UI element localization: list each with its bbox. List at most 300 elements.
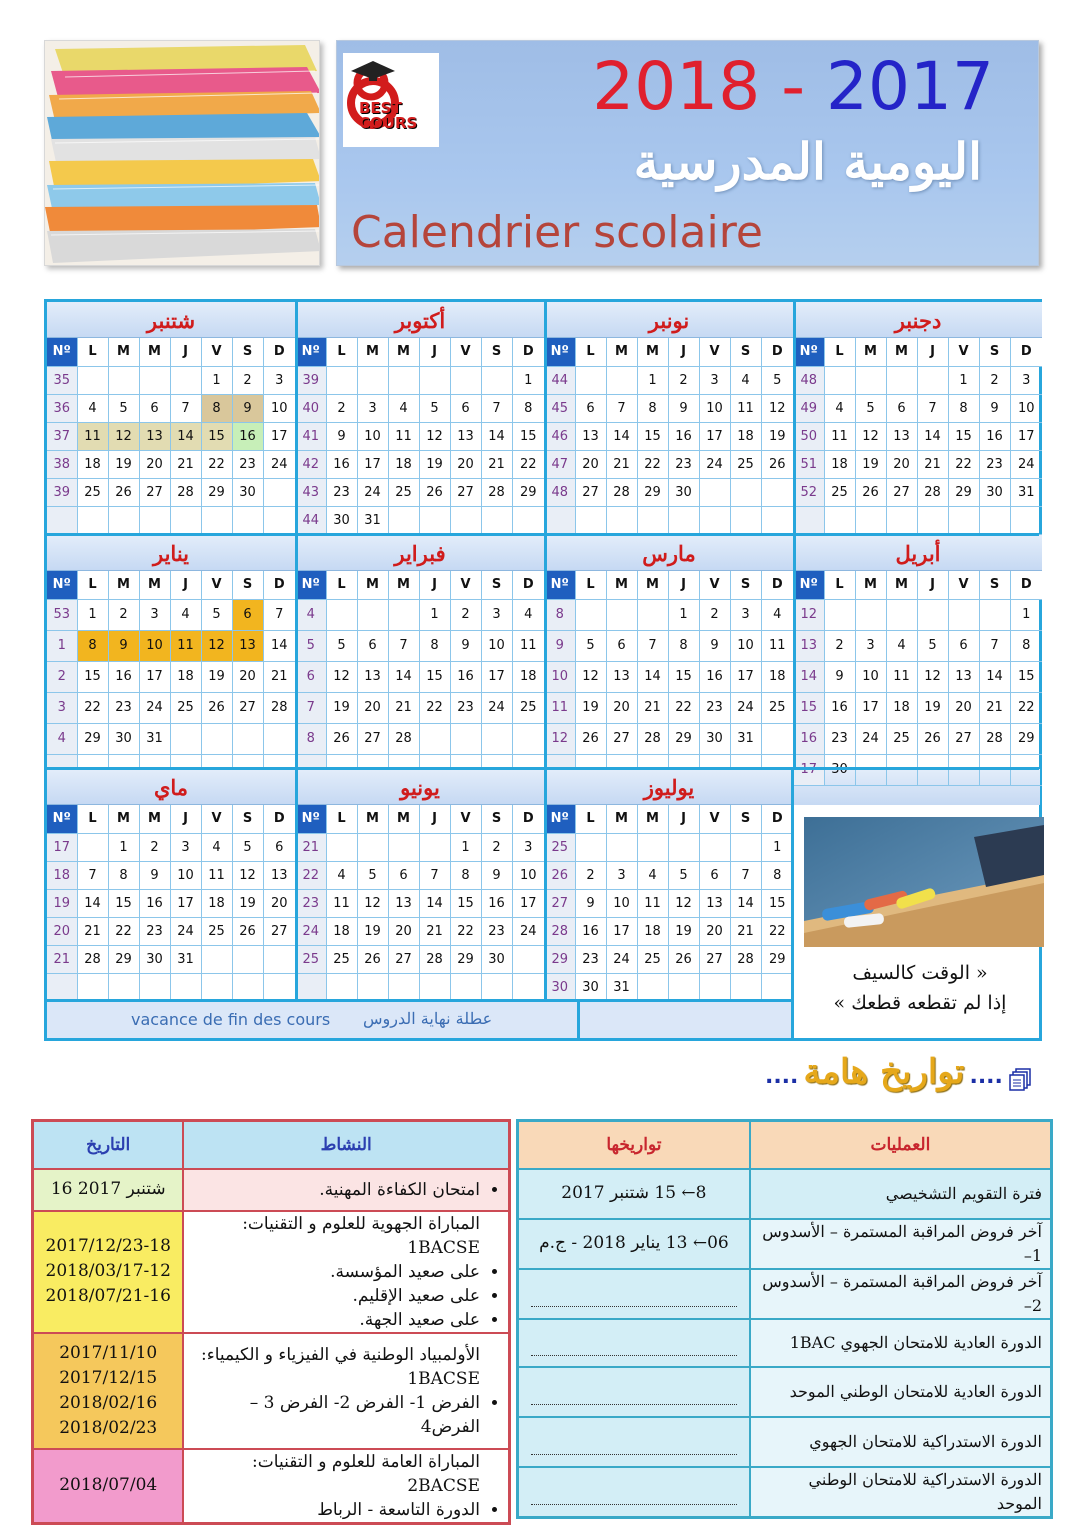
day-cell <box>419 833 450 861</box>
activity-date: 2018/02/23 <box>59 1417 158 1438</box>
day-cell <box>201 723 232 754</box>
important-dates-heading: تواريخ هامة <box>803 1052 965 1092</box>
day-cell <box>730 833 761 861</box>
day-cell: 9 <box>824 661 855 692</box>
day-cell: 11 <box>886 661 917 692</box>
day-cell: 21 <box>606 450 637 478</box>
day-cell: 29 <box>637 478 668 506</box>
day-cell: 18 <box>201 889 232 917</box>
operations-column-header: العمليات <box>750 1121 1052 1169</box>
day-cell: 14 <box>170 422 201 450</box>
title-french: Calendrier scolaire <box>351 207 763 258</box>
day-cell: 13 <box>232 630 263 661</box>
day-cell <box>419 973 450 1001</box>
day-cell <box>699 973 730 1001</box>
day-cell: 26 <box>108 478 139 506</box>
day-cell: 24 <box>730 692 761 723</box>
day-cell: 6 <box>948 630 979 661</box>
day-cell <box>263 723 295 754</box>
day-cell: 15 <box>201 422 232 450</box>
operation-date <box>518 1319 750 1367</box>
week-row <box>47 889 295 917</box>
day-header: M <box>108 571 139 599</box>
day-header: S <box>232 805 263 833</box>
day-cell <box>855 366 886 394</box>
day-header: M <box>855 338 886 366</box>
week-number: 8 <box>296 723 326 754</box>
day-cell: 2 <box>139 833 170 861</box>
day-cell: 24 <box>357 478 388 506</box>
week-row <box>296 478 544 506</box>
day-cell: 18 <box>824 450 855 478</box>
day-cell: 29 <box>948 478 979 506</box>
day-cell: 7 <box>77 861 108 889</box>
day-cell: 18 <box>388 450 419 478</box>
activities-table <box>31 1119 511 1525</box>
day-cell: 9 <box>232 394 263 422</box>
day-header: M <box>139 571 170 599</box>
day-cell: 6 <box>263 833 295 861</box>
day-header: J <box>917 338 948 366</box>
day-cell: 3 <box>170 833 201 861</box>
day-cell: 5 <box>668 861 699 889</box>
week-row <box>296 450 544 478</box>
day-cell: 7 <box>730 861 761 889</box>
day-header: L <box>575 805 606 833</box>
day-cell <box>948 599 979 630</box>
day-cell: 12 <box>419 422 450 450</box>
day-cell: 25 <box>730 450 761 478</box>
day-cell: 7 <box>419 861 450 889</box>
day-cell <box>637 506 668 534</box>
day-cell <box>606 506 637 534</box>
row-divider <box>47 767 1039 770</box>
day-cell: 27 <box>575 478 606 506</box>
day-header: M <box>886 338 917 366</box>
operation-name: الدورة الاستدراكية للامتحان الجهوي <box>750 1417 1052 1467</box>
day-cell: 13 <box>886 422 917 450</box>
day-cell <box>450 366 481 394</box>
day-header: L <box>77 338 108 366</box>
week-row <box>545 833 793 861</box>
day-header: V <box>948 338 979 366</box>
day-cell <box>201 973 232 1001</box>
day-cell: 6 <box>886 394 917 422</box>
day-cell <box>761 506 793 534</box>
day-cell: 5 <box>232 833 263 861</box>
month-block <box>794 535 1042 786</box>
title-dots-left: .... <box>764 1064 799 1089</box>
day-cell: 27 <box>450 478 481 506</box>
day-cell: 29 <box>450 945 481 973</box>
day-cell: 26 <box>855 478 886 506</box>
day-cell <box>232 506 263 534</box>
day-header: J <box>170 805 201 833</box>
day-cell: 24 <box>139 692 170 723</box>
day-header: J <box>419 338 450 366</box>
week-number: 1 <box>47 630 77 661</box>
week-row <box>794 506 1042 534</box>
day-cell <box>512 945 544 973</box>
activity-row <box>33 1169 510 1211</box>
day-cell: 9 <box>699 630 730 661</box>
day-cell: 18 <box>637 917 668 945</box>
day-cell <box>263 973 295 1001</box>
week-row <box>296 661 544 692</box>
day-cell: 16 <box>699 661 730 692</box>
day-cell <box>326 833 357 861</box>
day-cell: 22 <box>77 692 108 723</box>
week-number: 26 <box>545 861 575 889</box>
day-cell: 6 <box>606 630 637 661</box>
week-row <box>545 692 793 723</box>
day-cell: 25 <box>886 723 917 754</box>
day-cell: 9 <box>139 861 170 889</box>
day-header: D <box>263 805 295 833</box>
week-number: 18 <box>47 861 77 889</box>
day-cell <box>108 506 139 534</box>
operations-header-row <box>518 1121 1052 1169</box>
day-cell <box>77 973 108 1001</box>
week-row <box>296 945 544 973</box>
day-cell: 11 <box>730 394 761 422</box>
day-cell: 20 <box>606 692 637 723</box>
month-table <box>47 571 295 786</box>
day-cell: 24 <box>263 450 295 478</box>
month-name: فبراير <box>296 535 544 571</box>
week-number: 4 <box>47 723 77 754</box>
day-cell: 28 <box>263 692 295 723</box>
day-cell: 29 <box>1010 723 1042 754</box>
month-table <box>794 571 1042 786</box>
month-block <box>545 535 793 786</box>
day-cell: 19 <box>108 450 139 478</box>
day-header-row <box>794 571 1042 599</box>
day-cell: 21 <box>917 450 948 478</box>
day-cell: 27 <box>139 478 170 506</box>
week-row <box>47 661 295 692</box>
day-cell <box>730 973 761 1001</box>
day-header-row <box>545 338 793 366</box>
day-cell <box>699 833 730 861</box>
day-cell: 1 <box>948 366 979 394</box>
week-row <box>47 973 295 1001</box>
month-table <box>47 805 295 1002</box>
day-cell: 17 <box>139 661 170 692</box>
day-cell: 3 <box>139 599 170 630</box>
day-cell <box>512 973 544 1001</box>
logo-text <box>359 101 417 131</box>
day-cell: 19 <box>326 692 357 723</box>
week-row <box>545 506 793 534</box>
month-table <box>545 571 793 786</box>
day-cell: 7 <box>979 630 1010 661</box>
legend-arabic: عطلة نهاية الدروس <box>363 1009 493 1028</box>
day-cell: 19 <box>668 917 699 945</box>
operations-table <box>516 1119 1053 1519</box>
day-cell <box>357 599 388 630</box>
day-cell: 20 <box>139 450 170 478</box>
activity-date: 2017/12/15 <box>59 1367 158 1388</box>
day-cell: 10 <box>512 861 544 889</box>
week-row <box>296 630 544 661</box>
day-cell: 26 <box>668 945 699 973</box>
quote <box>804 958 1036 1028</box>
activity-column-header: النشاط <box>183 1121 509 1169</box>
day-cell <box>917 506 948 534</box>
week-number: 50 <box>794 422 824 450</box>
operation-date: 06← 13 يناير 2018 - ج.م <box>518 1219 750 1269</box>
week-number: 38 <box>47 450 77 478</box>
day-cell: 2 <box>575 861 606 889</box>
week-row <box>47 394 295 422</box>
day-cell: 18 <box>730 422 761 450</box>
day-cell: 23 <box>450 692 481 723</box>
day-cell: 7 <box>481 394 512 422</box>
month-block <box>794 302 1042 535</box>
day-cell <box>201 506 232 534</box>
month-block <box>296 302 544 535</box>
operation-row <box>518 1367 1052 1417</box>
day-header: S <box>730 338 761 366</box>
week-row <box>296 833 544 861</box>
week-row <box>47 833 295 861</box>
day-cell: 20 <box>388 917 419 945</box>
day-cell: 11 <box>388 422 419 450</box>
day-cell: 25 <box>201 917 232 945</box>
week-row <box>545 945 793 973</box>
month-name: يناير <box>47 535 295 571</box>
week-number <box>296 973 326 1001</box>
week-number: 22 <box>296 861 326 889</box>
week-row <box>794 599 1042 630</box>
day-cell: 31 <box>1010 478 1042 506</box>
day-cell: 27 <box>699 945 730 973</box>
day-cell: 3 <box>606 861 637 889</box>
day-cell: 2 <box>108 599 139 630</box>
day-cell: 5 <box>326 630 357 661</box>
day-cell: 4 <box>730 366 761 394</box>
day-header: V <box>201 571 232 599</box>
day-cell: 21 <box>979 692 1010 723</box>
day-cell: 26 <box>326 723 357 754</box>
day-header: S <box>232 571 263 599</box>
week-number: 44 <box>296 506 326 534</box>
day-cell <box>388 366 419 394</box>
day-cell: 18 <box>77 450 108 478</box>
day-header: M <box>886 571 917 599</box>
day-cell: 30 <box>668 478 699 506</box>
day-cell: 23 <box>139 917 170 945</box>
day-cell <box>77 833 108 861</box>
day-cell: 20 <box>263 889 295 917</box>
day-cell: 8 <box>668 630 699 661</box>
week-number <box>47 506 77 534</box>
day-cell <box>481 506 512 534</box>
activity-dates <box>33 1449 184 1524</box>
activity-dates <box>33 1169 184 1211</box>
day-header: M <box>855 571 886 599</box>
day-cell: 16 <box>575 917 606 945</box>
week-number: 42 <box>296 450 326 478</box>
day-cell: 28 <box>170 478 201 506</box>
day-cell: 30 <box>108 723 139 754</box>
day-cell <box>886 366 917 394</box>
important-dates-title <box>672 1052 1032 1102</box>
week-row <box>47 478 295 506</box>
activity-dates <box>33 1211 184 1333</box>
week-number: 21 <box>296 833 326 861</box>
week-number: 43 <box>296 478 326 506</box>
activity-date: 2018/07/04 <box>59 1475 158 1495</box>
day-cell <box>481 723 512 754</box>
month-divider <box>544 302 547 1001</box>
day-cell: 11 <box>170 630 201 661</box>
title-arabic: اليومية المدرسية <box>633 132 982 191</box>
day-cell: 11 <box>761 630 793 661</box>
day-cell: 1 <box>1010 599 1042 630</box>
day-cell: 16 <box>139 889 170 917</box>
day-cell: 21 <box>263 661 295 692</box>
day-cell: 24 <box>512 917 544 945</box>
week-row <box>545 366 793 394</box>
week-number: 52 <box>794 478 824 506</box>
day-header: V <box>699 805 730 833</box>
day-header-row <box>47 338 295 366</box>
day-cell: 12 <box>855 422 886 450</box>
day-header-row <box>545 805 793 833</box>
day-cell: 20 <box>886 450 917 478</box>
day-cell: 1 <box>201 366 232 394</box>
day-cell: 24 <box>855 723 886 754</box>
day-header: S <box>730 571 761 599</box>
day-header-row <box>794 338 1042 366</box>
day-cell: 28 <box>606 478 637 506</box>
day-cell: 10 <box>606 889 637 917</box>
day-cell: 25 <box>388 478 419 506</box>
day-cell: 26 <box>232 917 263 945</box>
quote-line-2: إذا لم تقطعه قطعك » <box>833 992 1007 1014</box>
day-cell: 4 <box>326 861 357 889</box>
day-cell <box>606 366 637 394</box>
day-cell <box>201 945 232 973</box>
day-cell: 20 <box>232 661 263 692</box>
day-header: D <box>512 338 544 366</box>
day-cell <box>637 833 668 861</box>
week-number-header: Nº <box>545 805 575 833</box>
day-cell: 21 <box>481 450 512 478</box>
quote-divider <box>791 769 794 1038</box>
day-cell <box>326 366 357 394</box>
day-cell <box>668 833 699 861</box>
day-cell: 22 <box>419 692 450 723</box>
week-number: 40 <box>296 394 326 422</box>
day-cell: 12 <box>232 861 263 889</box>
day-cell <box>668 973 699 1001</box>
week-row <box>47 861 295 889</box>
day-cell: 14 <box>979 661 1010 692</box>
week-number: 39 <box>296 366 326 394</box>
week-number-header: Nº <box>296 338 326 366</box>
day-header: M <box>388 571 419 599</box>
day-cell: 1 <box>637 366 668 394</box>
day-header-row <box>296 571 544 599</box>
week-row <box>296 599 544 630</box>
week-row <box>545 723 793 754</box>
day-cell: 16 <box>450 661 481 692</box>
logo-text-best: BEST <box>359 99 402 117</box>
week-row <box>794 692 1042 723</box>
day-cell: 3 <box>1010 366 1042 394</box>
day-cell: 28 <box>979 723 1010 754</box>
week-number: 41 <box>296 422 326 450</box>
day-cell: 27 <box>263 917 295 945</box>
week-row <box>296 889 544 917</box>
day-header: D <box>761 571 793 599</box>
school-calendar <box>44 299 1042 1041</box>
day-cell: 18 <box>886 692 917 723</box>
day-cell: 11 <box>512 630 544 661</box>
day-cell: 7 <box>606 394 637 422</box>
day-cell: 31 <box>139 723 170 754</box>
day-header-row <box>545 571 793 599</box>
day-cell: 10 <box>263 394 295 422</box>
day-cell: 1 <box>108 833 139 861</box>
day-header: S <box>481 571 512 599</box>
day-cell <box>668 506 699 534</box>
day-cell: 15 <box>512 422 544 450</box>
best-cours-logo <box>343 53 439 147</box>
day-header: J <box>917 571 948 599</box>
operation-name: الدورة الاستدراكية للامتحان الوطني الموحد <box>750 1467 1052 1518</box>
week-number: 24 <box>296 917 326 945</box>
day-cell: 22 <box>201 450 232 478</box>
day-cell: 9 <box>668 394 699 422</box>
week-row <box>47 366 295 394</box>
week-row <box>545 394 793 422</box>
day-cell: 3 <box>357 394 388 422</box>
day-cell: 19 <box>232 889 263 917</box>
week-number: 8 <box>545 599 575 630</box>
week-row <box>296 973 544 1001</box>
month-name: نونبر <box>545 302 793 338</box>
week-row <box>545 973 793 1001</box>
day-cell: 31 <box>357 506 388 534</box>
day-cell: 2 <box>326 394 357 422</box>
day-cell: 17 <box>1010 422 1042 450</box>
day-cell: 23 <box>699 692 730 723</box>
day-cell <box>606 833 637 861</box>
week-number: 37 <box>47 422 77 450</box>
week-number: 21 <box>47 945 77 973</box>
week-row <box>47 723 295 754</box>
year-end: 2018 <box>592 48 761 125</box>
day-cell <box>512 723 544 754</box>
dotted-placeholder <box>531 1293 737 1307</box>
week-row <box>47 917 295 945</box>
day-cell <box>730 506 761 534</box>
week-row <box>545 889 793 917</box>
activity-line: • على صعيد المؤسسة. <box>192 1260 480 1284</box>
day-cell <box>481 366 512 394</box>
day-cell: 17 <box>263 422 295 450</box>
day-header: S <box>481 338 512 366</box>
day-header: L <box>575 571 606 599</box>
day-cell: 2 <box>232 366 263 394</box>
week-row <box>794 630 1042 661</box>
day-cell: 15 <box>1010 661 1042 692</box>
day-cell <box>419 506 450 534</box>
